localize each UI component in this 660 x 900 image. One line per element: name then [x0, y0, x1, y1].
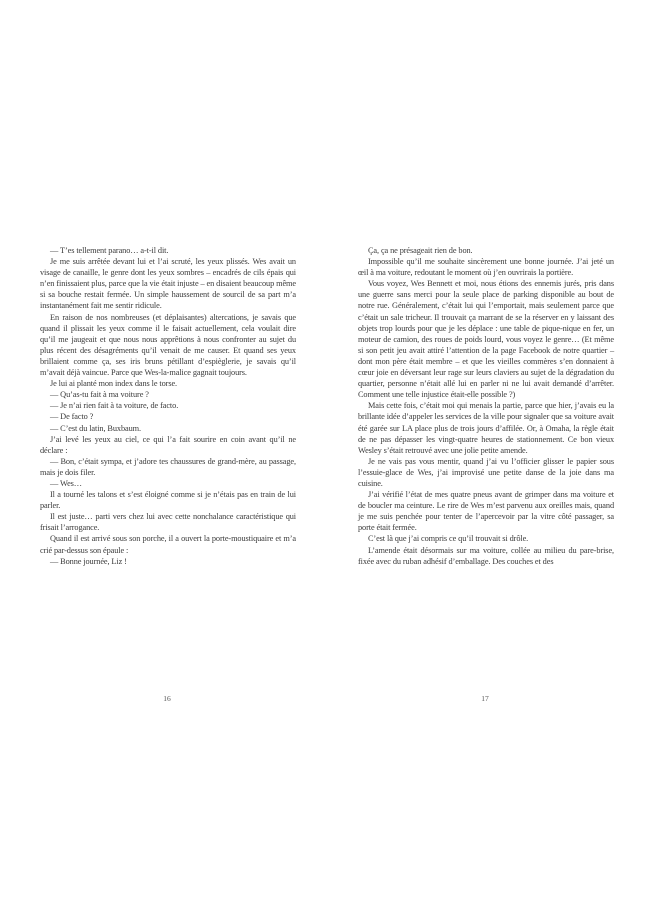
- paragraph: Impossible qu’il me souhaite sincèrement une bonne journée. J’ai jeté un œil à ma voiture, redoutant le moment où j’en ouvrirais la portière.: [358, 257, 614, 278]
- paragraph: — Bonne journée, Liz !: [50, 556, 127, 566]
- paragraph: J’ai levé les yeux au ciel, ce qui l’a fait sourire en coin avant qu’il ne déclare :: [40, 434, 296, 455]
- paragraph: Vous voyez, Wes Bennett et moi, nous étions des ennemis jurés, pris dans une guerre sans merci pour la seule place de parking disponible au bout de notre rue. Généralement, c’était lui qui l’emportait, mais seulement parce que c’était un sale tricheur. Il trouvait ça marrant de se la réserver en y laissant des objets trop lourds pour que je les déplace : une table de pique-nique en fer, un moteur de camion, des roues de poids lourd, vous voyez le genre… (Et même si son petit jeu avait attiré l’attention de la page Facebook de notre quartier – dont mon père était membre – et que les vieilles commères s’en donnaient à cœur joie en déversant leur rage sur leurs claviers au sujet de la dégradation du quartier, personne n’était allé lui en parler ni ne lui avait demandé d’arrêter. Comment une telle injustice était-elle possible ?): [358, 279, 614, 400]
- paragraph: Mais cette fois, c’était moi qui menais la partie, parce que hier, j’avais eu la brillante idée d’appeler les services de la ville pour signaler que sa voiture avait été garée sur LA place plus de trois jours d’affilée. Or, à Omaha, la règle était de ne pas dépasser les vingt-quatre heures de stationnement. Ce bon vieux Wesley s’était retrouvé avec une jolie petite amende.: [358, 401, 614, 455]
- paragraph: Il est juste… parti vers chez lui avec cette nonchalance caractéristique qui frisait l’arrogance.: [40, 512, 296, 533]
- paragraph: Quand il est arrivé sous son porche, il a ouvert la porte-moustiquaire et m’a crié par-dessus son épaule :: [40, 534, 296, 555]
- paragraph: C’est là que j’ai compris ce qu’il trouvait si drôle.: [368, 534, 529, 544]
- paragraph: — De facto ?: [50, 412, 94, 422]
- left-page: [40, 245, 296, 567]
- paragraph: J’ai vérifié l’état de mes quatre pneus avant de grimper dans ma voiture et de boucler ma ceinture. Le rire de Wes m’est parvenu aux oreilles mais, quand je me suis penchée pour tenter de l’apercevoir par la vitre côté passager, sa porte était fermée.: [358, 490, 614, 533]
- paragraph: Ça, ça ne présageait rien de bon.: [368, 246, 473, 255]
- paragraph: — Qu’as-tu fait à ma voiture ?: [50, 390, 149, 400]
- paragraph: — C’est du latin, Buxbaum.: [50, 423, 141, 433]
- paragraph: Je me suis arrêtée devant lui et l’ai scruté, les yeux plissés. Wes avait un visage de canaille, le genre dont les yeux sombres – encadrés de cils épais qui n’en finissaient plus, parce que la vie était injuste – en disaient beaucoup même si sa bouche restait fermée. Un simple haussement de sourcil de sa part m’a instantanément fait me sentir ridicule.: [40, 257, 296, 311]
- paragraph: L’amende était désormais sur ma voiture, collée au milieu du pare-brise, fixée avec du ruban adhésif d’emballage. Des couches et des: [358, 545, 614, 566]
- right-page: [358, 245, 614, 567]
- paragraph: En raison de nos nombreuses (et déplaisantes) altercations, je savais que quand il plissait les yeux comme il le faisait actuellement, cela voulait dire qu’il me jaugeait et que nous nous apprêtions à nous confronter au sujet du plus récent des désagréments qu’il venait de me causer. Et quand ses yeux brillaient comme ça, ses iris bruns pétillant d’espièglerie, je savais qu’il m’avait déjà vaincue. Parce que Wes-la-malice gagnait toujours.: [40, 312, 296, 378]
- paragraph: — Wes…: [50, 478, 82, 488]
- paragraph: — Je n’ai rien fait à ta voiture, de facto.: [50, 401, 179, 411]
- paragraph: Je ne vais pas vous mentir, quand j’ai vu l’officier glisser le papier sous l’essuie-glace de Wes, j’ai improvisé une petite danse de la joie dans ma cuisine.: [358, 456, 614, 488]
- paragraph: Il a tourné les talons et s’est éloigné comme si je n’étais pas en train de lui parler.: [40, 490, 296, 511]
- paragraph: — Bon, c’était sympa, et j’adore tes chaussures de grand-mère, au passage, mais je dois filer.: [40, 456, 296, 477]
- page-number-right: 17: [481, 694, 489, 703]
- paragraph: — T’es tellement parano… a-t-il dit.: [50, 246, 169, 255]
- paragraph: Je lui ai planté mon index dans le torse.: [50, 379, 178, 389]
- page-number-left: 16: [163, 694, 171, 703]
